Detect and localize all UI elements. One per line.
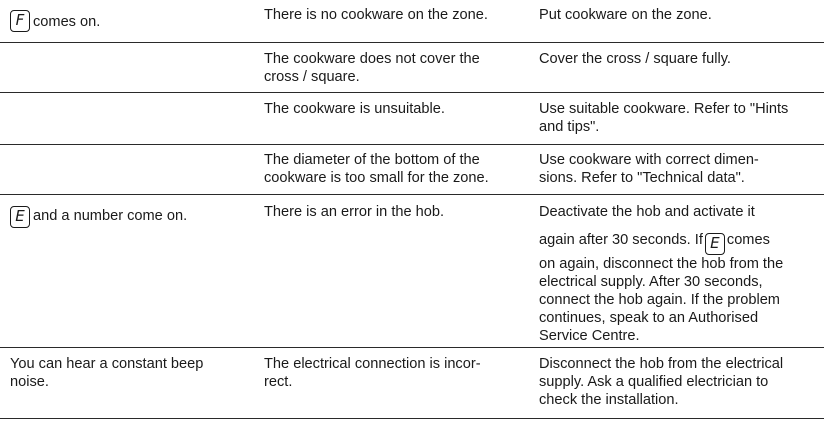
display-f-icon: F	[10, 10, 30, 32]
cause-line: cross / square.	[264, 69, 360, 85]
cause-cell	[264, 355, 526, 391]
table-row	[0, 145, 824, 195]
cause-cell	[264, 6, 526, 24]
problem-line: noise.	[10, 374, 49, 390]
remedy-line: continues, speak to an Authorised	[539, 310, 759, 326]
cause-line: There is an error in the hob.	[264, 204, 445, 220]
remedy-line: check the installation.	[539, 392, 679, 408]
problem-cell	[10, 204, 250, 228]
cause-line: There is no cookware on the zone.	[264, 7, 488, 23]
cause-cell	[264, 151, 526, 187]
remedy-cell	[539, 203, 821, 345]
remedy-line: sions. Refer to "Technical data".	[539, 170, 745, 186]
remedy-cell	[539, 151, 821, 187]
cause-line: The diameter of the bottom of the	[264, 152, 480, 168]
remedy-cell	[539, 355, 821, 409]
cause-cell	[264, 203, 526, 221]
cause-line: rect.	[264, 374, 293, 390]
remedy-cell	[539, 50, 821, 68]
problem-cell	[10, 8, 250, 32]
cause-line: The cookware is unsuitable.	[264, 101, 445, 117]
remedy-text: comes	[726, 232, 770, 248]
remedy-line: Put cookware on the zone.	[539, 7, 712, 23]
cause-cell	[264, 100, 526, 118]
table-row	[0, 0, 824, 43]
remedy-line: Deactivate the hob and activate it	[539, 204, 755, 220]
remedy-line: Use suitable cookware. Refer to "Hints	[539, 101, 789, 117]
problem-text: comes on.	[33, 14, 101, 30]
cause-line: The cookware does not cover the	[264, 51, 480, 67]
remedy-line: on again, disconnect the hob from the	[539, 256, 784, 272]
problem-cell	[10, 355, 250, 391]
remedy-cell	[539, 6, 821, 24]
remedy-cell	[539, 100, 821, 136]
display-e-icon: E	[10, 206, 30, 228]
cause-line: cookware is too small for the zone.	[264, 170, 489, 186]
cause-cell	[264, 50, 526, 86]
table-row	[0, 195, 824, 348]
remedy-line: Cover the cross / square fully.	[539, 51, 731, 67]
table-row	[0, 93, 824, 145]
remedy-line: and tips".	[539, 119, 600, 135]
table-row	[0, 348, 824, 419]
remedy-line: Use cookware with correct dimen-	[539, 152, 759, 168]
display-e-icon: E	[705, 233, 725, 255]
table-row	[0, 43, 824, 93]
remedy-line: Disconnect the hob from the electrical	[539, 356, 784, 372]
remedy-line: connect the hob again. If the problem	[539, 292, 780, 308]
remedy-line: supply. Ask a qualified electrician to	[539, 374, 769, 390]
remedy-line: Service Centre.	[539, 328, 640, 344]
problem-text: and a number come on.	[33, 208, 188, 224]
problem-line: You can hear a constant beep	[10, 356, 204, 372]
cause-line: The electrical connection is incor-	[264, 356, 481, 372]
remedy-text: again after 30 seconds. If	[539, 232, 703, 248]
remedy-line: electrical supply. After 30 seconds,	[539, 274, 763, 290]
remedy-line-with-symbol	[539, 231, 821, 255]
